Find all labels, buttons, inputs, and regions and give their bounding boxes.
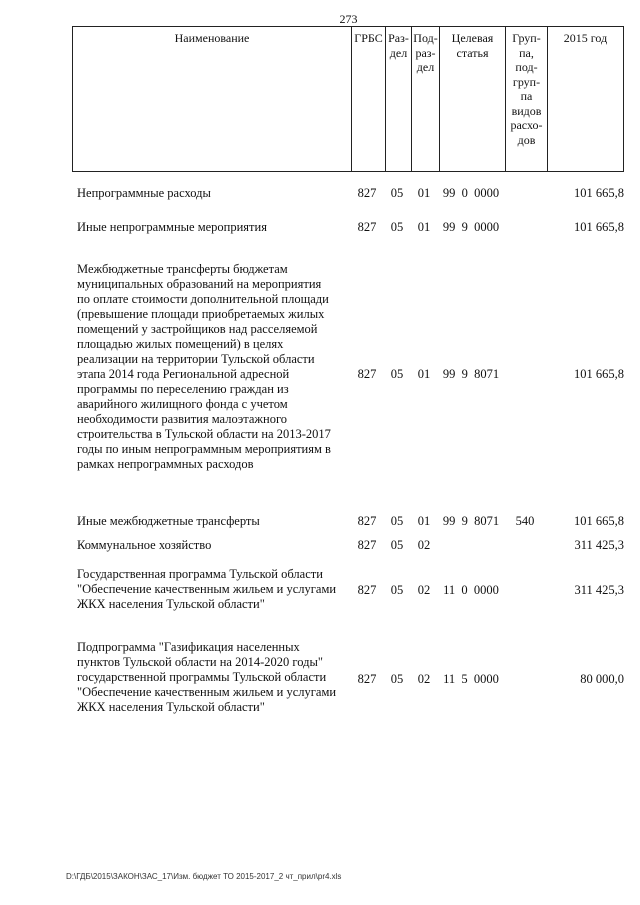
row-razdel: 05 — [390, 220, 404, 234]
row-name-line: аварийного жилищного фонда с учетом — [77, 397, 288, 411]
row-grbs: 827 — [357, 367, 377, 381]
row-target: 99 9 8071 — [442, 514, 500, 528]
row-razdel: 05 — [390, 583, 404, 597]
header-expense-line: груп- — [512, 74, 541, 89]
header-year-column — [547, 27, 623, 171]
header-grbs: ГРБС — [354, 31, 383, 45]
header-grbs-column — [351, 27, 385, 171]
row-amount: 101 665,8 — [574, 186, 624, 200]
row-razdel: 05 — [390, 514, 404, 528]
row-target: 11 5 0000 — [443, 672, 499, 686]
row-name — [77, 538, 355, 553]
row-name — [77, 186, 355, 201]
header-target-column — [439, 27, 505, 171]
header-expense-line: дов — [517, 132, 536, 147]
row-razdel: 05 — [390, 367, 404, 381]
header-razdel-line: Раз- — [388, 31, 409, 45]
row-grbs: 827 — [357, 538, 377, 552]
row-podrazdel: 01 — [417, 367, 431, 381]
header-name-column — [73, 27, 351, 171]
row-name-line: помещений у застройщиков над расселяемой — [77, 322, 318, 336]
header-expense-line: видов — [511, 103, 542, 118]
row-name-line: муниципальных образований на мероприятия — [77, 277, 322, 291]
header-expense-line: расхо- — [510, 118, 543, 132]
header-expense-line: под- — [515, 60, 538, 74]
header-year: 2015 год — [563, 31, 608, 45]
row-name-line: необходимости развития малоэтажного — [77, 412, 288, 426]
header-expense-group-column — [505, 27, 547, 171]
row-amount: 311 425,3 — [574, 583, 624, 597]
row-name-line: по оплате стоимости дополнительной площади — [77, 292, 329, 306]
row-target: 99 9 8071 — [442, 367, 500, 381]
header-expense-line: па — [520, 89, 533, 103]
header-expense-line: па, — [519, 45, 534, 60]
row-name-line: Коммунальное хозяйство — [77, 538, 212, 552]
header-podrazdel-column — [411, 27, 439, 171]
row-amount: 311 425,3 — [574, 538, 624, 552]
row-name-line: программы по переселению граждан из — [77, 382, 289, 396]
header-expense-line: Груп- — [512, 31, 541, 45]
row-name — [77, 220, 355, 235]
header-podrazdel-line: дел — [416, 60, 435, 74]
row-name-line: площадью жилых помещений) в целях — [77, 337, 284, 351]
row-name-line: Иные межбюджетные трансферты — [77, 514, 260, 528]
page-number: 273 — [339, 12, 358, 26]
row-name — [77, 567, 355, 612]
row-name-line: годы по иным непрограммным мероприятиям в — [77, 442, 331, 456]
row-name-line: Непрограммные расходы — [77, 186, 211, 200]
row-target: 11 0 0000 — [443, 583, 499, 597]
header-name: Наименование — [174, 31, 250, 45]
row-name-line: (превышение площади приобретаемых жилых — [77, 307, 325, 321]
header-razdel-column — [385, 27, 411, 171]
row-name-line: рамках непрограммных расходов — [77, 457, 254, 471]
row-name-line: Иные непрограммные мероприятия — [77, 220, 267, 234]
row-name-line: Подпрограмма "Газификация населенных — [77, 640, 300, 654]
row-name-line: этапа 2014 года Региональной адресной — [77, 367, 290, 381]
row-target: 99 0 0000 — [442, 186, 500, 200]
row-target: 99 9 0000 — [442, 220, 500, 234]
row-name — [77, 262, 355, 472]
header-podrazdel-line: Под- — [413, 31, 438, 45]
row-grbs: 827 — [357, 583, 377, 597]
header-target-line: Целевая — [451, 31, 494, 45]
row-name — [77, 514, 355, 529]
row-grbs: 827 — [357, 186, 377, 200]
header-podrazdel-line: раз- — [415, 45, 436, 60]
row-name-line: "Обеспечение качественным жильем и услугами — [77, 685, 337, 699]
row-name-line: реализации на территории Тульской области — [77, 352, 315, 366]
row-grbs: 827 — [357, 672, 377, 686]
row-podrazdel: 01 — [417, 186, 431, 200]
row-podrazdel: 02 — [417, 583, 431, 597]
row-name-line: Межбюджетные трансферты бюджетам — [77, 262, 288, 276]
row-amount: 80 000,0 — [580, 672, 624, 686]
row-name-line: государственной программы Тульской области — [77, 670, 327, 684]
row-name — [77, 640, 355, 715]
header-target-line: статья — [456, 45, 489, 60]
row-podrazdel: 01 — [417, 514, 431, 528]
row-name-line: ЖКХ населения Тульской области" — [77, 597, 265, 611]
row-grbs: 827 — [357, 514, 377, 528]
row-amount: 101 665,8 — [574, 367, 624, 381]
row-grbs: 827 — [357, 220, 377, 234]
row-podrazdel: 02 — [417, 672, 431, 686]
row-razdel: 05 — [390, 672, 404, 686]
row-amount: 101 665,8 — [574, 514, 624, 528]
row-name-line: строительства в Тульской области на 2013-2017 — [77, 427, 331, 441]
row-podrazdel: 02 — [417, 538, 431, 552]
header-razdel-line: дел — [389, 45, 408, 60]
row-expense-group: 540 — [515, 514, 535, 528]
row-podrazdel: 01 — [417, 220, 431, 234]
row-name-line: Государственная программа Тульской области — [77, 567, 323, 581]
row-razdel: 05 — [390, 186, 404, 200]
row-razdel: 05 — [390, 538, 404, 552]
row-name-line: пунктов Тульской области на 2014-2020 годы" — [77, 655, 323, 669]
row-amount: 101 665,8 — [574, 220, 624, 234]
row-name-line: ЖКХ населения Тульской области" — [77, 700, 265, 714]
footer-file-path: D:\ГДБ\2015\ЗАКОН\ЗАС_17\Изм. бюджет ТО 2015-2017_2 чт_прил\pr4.xls — [66, 872, 342, 881]
table-header — [72, 26, 624, 172]
row-name-line: "Обеспечение качественным жильем и услугами — [77, 582, 337, 596]
